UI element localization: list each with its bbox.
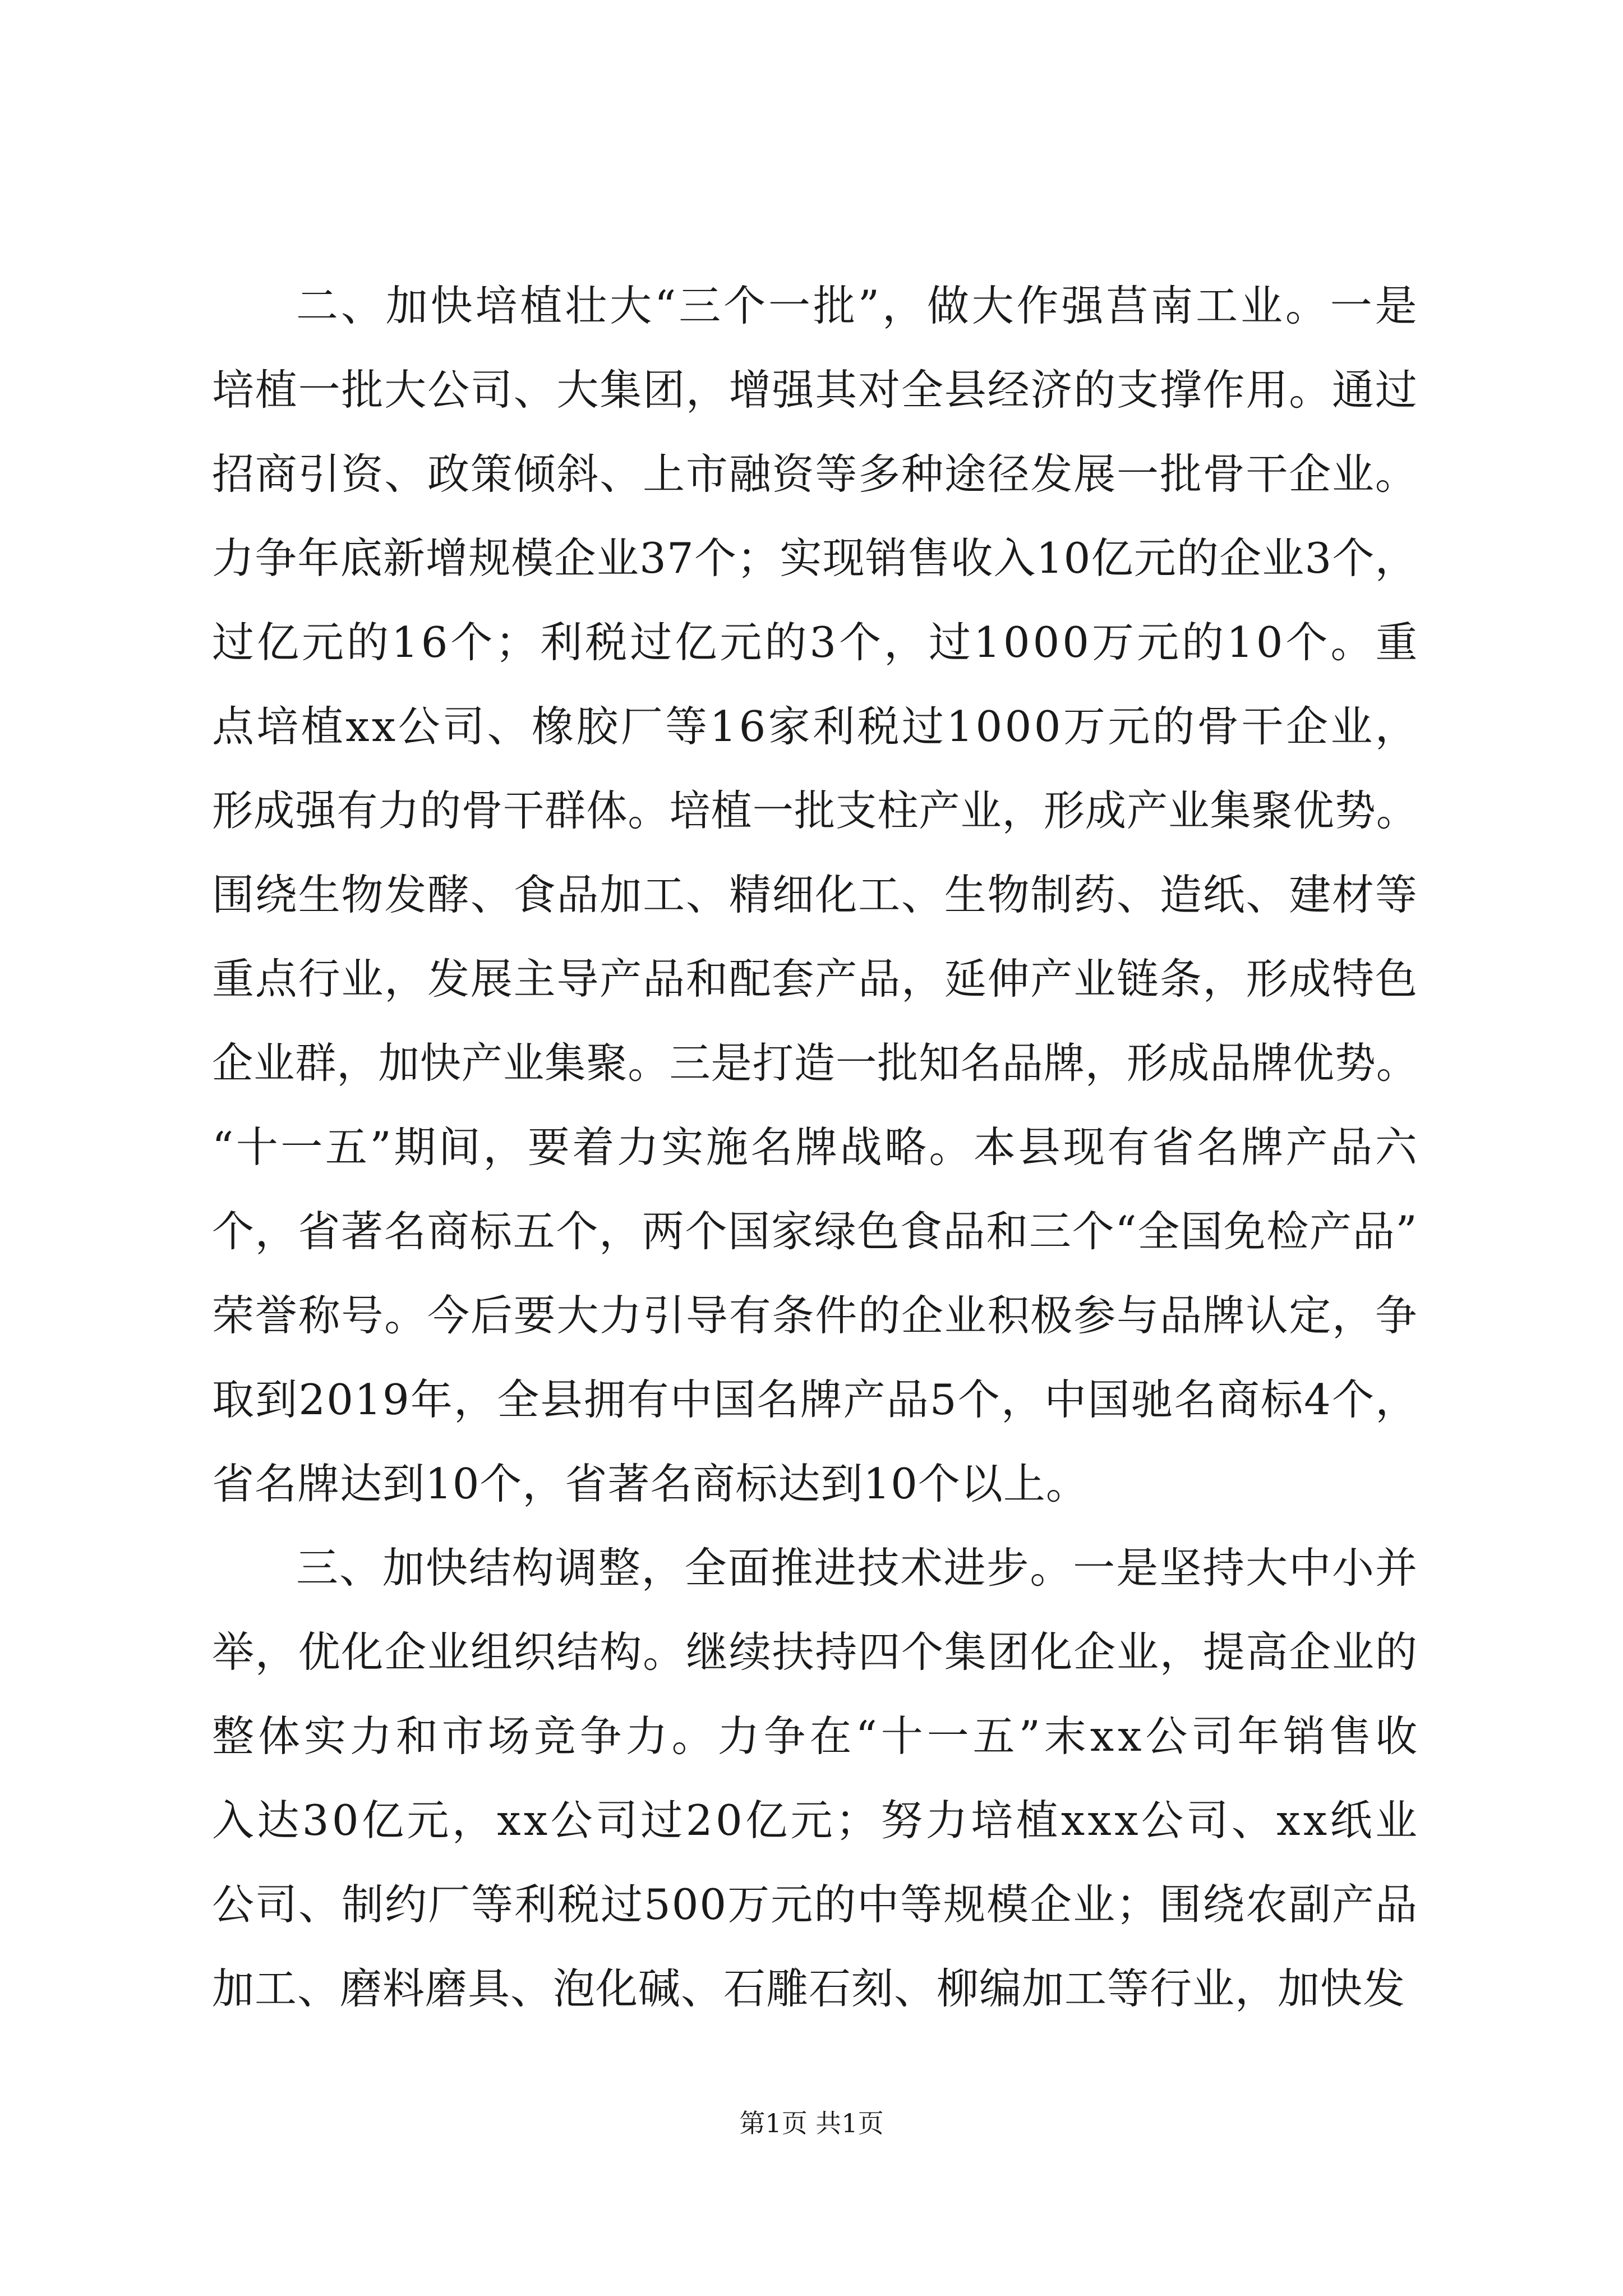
text-line: 企业群，加快产业集聚。三是打造一批知名品牌，形成品牌优势。 bbox=[212, 1038, 1418, 1088]
text-line: 招商引资、政策倾斜、上市融资等多种途径发展一批骨干企业。 bbox=[212, 449, 1418, 499]
text-line: 形成强有力的骨干群体。培植一批支柱产业，形成产业集聚优势。 bbox=[212, 786, 1418, 835]
page-footer: 第1页 共1页 bbox=[739, 2108, 884, 2138]
text-line: 培植一批大公司、大集团，增强其对全县经济的支撑作用。通过 bbox=[212, 365, 1418, 415]
text-line: 过亿元的16个；利税过亿元的3个，过1000万元的10个。重 bbox=[212, 618, 1421, 667]
text-line: 省名牌达到10个，省著名商标达到10个以上。 bbox=[212, 1459, 1089, 1508]
text-line: 个，省著名商标五个，两个国家绿色食品和三个“全国免检产品” bbox=[212, 1207, 1418, 1256]
text-line: 入达30亿元，xx公司过20亿元；努力培植xxx公司、xx纸业 bbox=[212, 1796, 1421, 1845]
text-line: 举，优化企业组织结构。继续扶持四个集团化企业，提高企业的 bbox=[212, 1627, 1418, 1677]
text-line: 二、加快培植壮大“三个一批”，做大作强莒南工业。一是 bbox=[296, 281, 1420, 330]
text-line: 重点行业，发展主导产品和配套产品，延伸产业链条，形成特色 bbox=[212, 954, 1418, 1004]
text-line: 三、加快结构调整，全面推进技术进步。一是坚持大中小并 bbox=[296, 1543, 1418, 1593]
text-line: 围绕生物发酵、食品加工、精细化工、生物制药、造纸、建材等 bbox=[212, 870, 1418, 919]
text-line: 荣誉称号。今后要大力引导有条件的企业积极参与品牌认定，争 bbox=[212, 1291, 1418, 1340]
text-line: 公司、制约厂等利税过500万元的中等规模企业；围绕农副产品 bbox=[212, 1880, 1419, 1929]
text-line: 点培植xx公司、橡胶厂等16家利税过1000万元的骨干企业， bbox=[212, 702, 1420, 751]
text-line: 整体实力和市场竞争力。力争在“十一五”末xx公司年销售收 bbox=[212, 1711, 1422, 1761]
text-line: 取到2019年，全县拥有中国名牌产品5个，中国驰名商标4个， bbox=[212, 1375, 1419, 1424]
text-line: 加工、磨料磨具、泡化碱、石雕石刻、柳编加工等行业，加快发 bbox=[212, 1964, 1406, 2013]
text-line: 力争年底新增规模企业37个；实现销售收入10亿元的企业3个， bbox=[212, 533, 1418, 583]
text-line: “十一五”期间，要着力实施名牌战略。本县现有省名牌产品六 bbox=[212, 1122, 1420, 1172]
